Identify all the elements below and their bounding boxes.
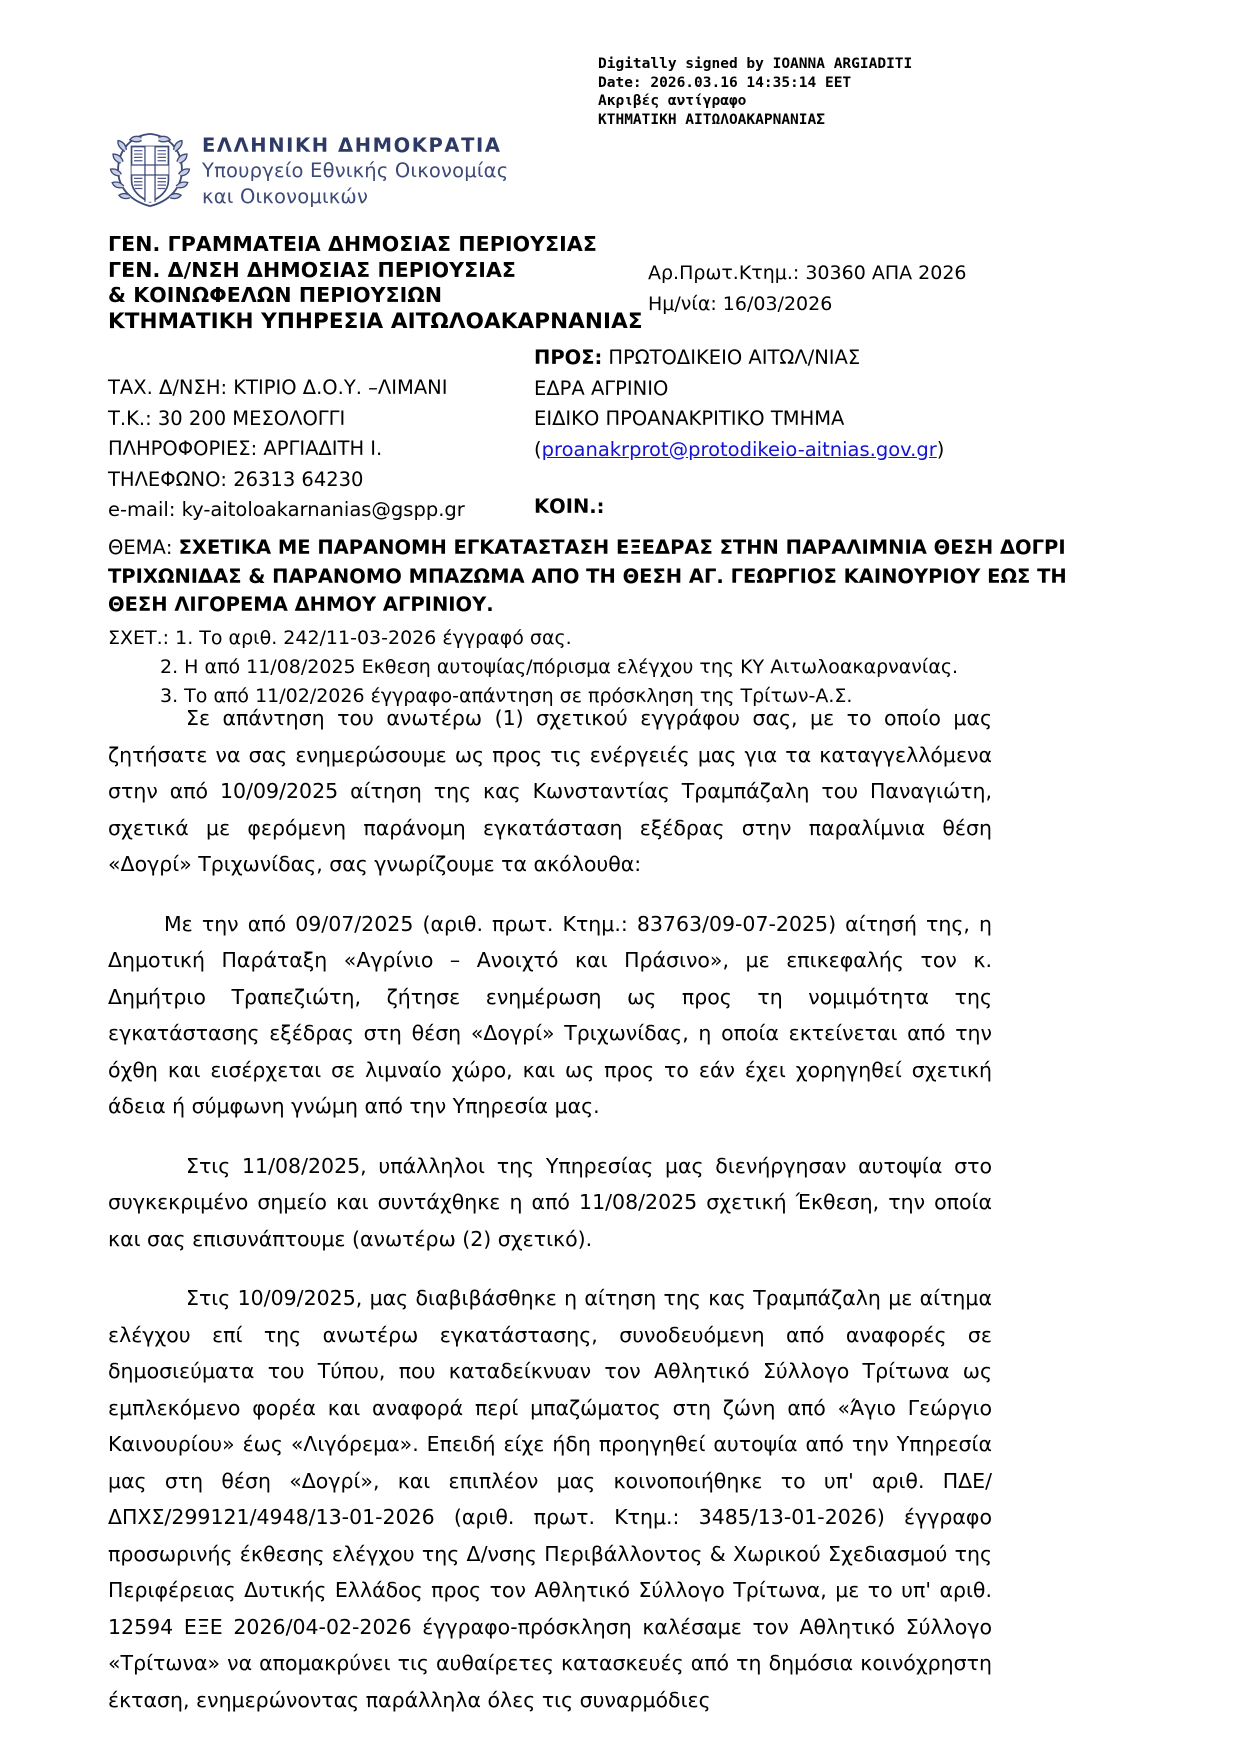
references-block [108, 624, 1098, 711]
dept-line-3: & ΚΟΙΝΩΦΕΛΩΝ ΠΕΡΙΟΥΣΙΩΝ [108, 283, 443, 307]
address-postcode: Τ.Κ.: 30 200 ΜΕΣΟΛΟΓΓΙ [108, 406, 346, 430]
recipient-court: ΠΡΩΤΟΔΙΚΕΙΟ ΑΙΤΩΛ/ΝΙΑΣ [608, 346, 861, 369]
recipient-block [534, 343, 944, 465]
protocol-number: Αρ.Πρωτ.Κτημ.: 30360 ΑΠΑ 2026 [648, 262, 967, 284]
recipient-seat: ΕΔΡΑ ΑΓΡΙΝΙΟ [534, 376, 669, 400]
signature-signed-by: Digitally signed by IOANNA ARGIADITI [598, 56, 913, 72]
koin-label: ΚΟΙΝ.: [534, 495, 605, 518]
hellenic-republic-label: ΕΛΛΗΝΙΚΗ ΔΗΜΟΚΡΑΤΙΑ [202, 134, 502, 157]
pros-label: ΠΡΟΣ: [534, 346, 603, 369]
recipient-department: ΕΙΔΙΚΟ ΠΡΟΑΝΑΚΡΙΤΙΚΟ ΤΜΗΜΑ [534, 407, 845, 430]
address-contact-person: ΠΛΗΡΟΦΟΡΙΕΣ: ΑΡΓΙΑΔΙΤΗ Ι. [108, 437, 383, 460]
address-street: ΤΑΧ. Δ/ΝΣΗ: ΚΤΙΡΙΟ Δ.Ο.Υ. –ΛΙΜΑΝΙ [108, 376, 448, 399]
digital-signature-block [598, 55, 912, 129]
address-phone: ΤΗΛΕΦΩΝΟ: 26313 64230 [108, 467, 364, 491]
subject-block [108, 534, 1094, 620]
address-email: e-mail: ky-aitoloakarnanias@gspp.gr [108, 498, 465, 521]
signature-copy-note: Ακριβές αντίγραφο [598, 93, 747, 109]
signature-authority: ΚΤΗΜΑΤΙΚΗ ΑΙΤΩΛΟΑΚΑΡΝΑΝΙΑΣ [598, 111, 825, 128]
signature-date: Date: 2026.03.16 14:35:14 EET [598, 74, 852, 91]
letterhead [108, 128, 508, 212]
ministry-name-line2: και Οικονομικών [202, 185, 369, 208]
reference-item-3: 3. Το από 11/02/2026 έγγραφο-απάντηση σε πρόσκληση της Τρίτων-Α.Σ. [160, 685, 853, 707]
body-paragraph-2: Με την από 09/07/2025 (αριθ. πρωτ. Κτημ.: 83763/09-07-2025) αίτησή της, η Δημοτική Παράταξη «Αγρίνιο – Ανοιχτό και Πράσινο», με επικεφαλής τον κ. Δημήτριο Τραπεζιώτη, ζήτησε ενημέρωση ως προς τη νομιμότητα της εγκατάστασης εξέδρας στη θέση «Δογρί» Τριχωνίδας, η οποία εκτείνεται από την όχθη και εισέρχεται σε λιμναίο χώρο, και ως προς το εάν έχει χορηγηθεί σχετική άδεια ή σύμφωνη γνώμη από την Υπηρεσία μας. [108, 911, 992, 1118]
dept-line-4: ΚΤΗΜΑΤΙΚΗ ΥΠΗΡΕΣΙΑ ΑΙΤΩΛΟΑΚΑΡΝΑΝΙΑΣ [108, 308, 643, 334]
dept-line-1: ΓΕΝ. ΓΡΑΜΜΑΤΕΙΑ ΔΗΜΟΣΙΑΣ ΠΕΡΙΟΥΣΙΑΣ [108, 232, 597, 256]
ministry-name-line1: Υπουργείο Εθνικής Οικονομίας [202, 159, 509, 182]
body-paragraph-1: Σε απάντηση του ανωτέρω (1) σχετικού εγγράφου σας, με το οποίο μας ζητήσατε να σας ενημερώσουμε ως προς τις ενέργειές μας για τα καταγγελλόμενα στην από 10/09/2025 αίτηση της κας Κωνσταντίας Τραμπάζαλη του Παναγιώτη, σχετικά με φερόμενη παράνομη εγκατάσταση εξέδρας στην παραλίμνια θέση «Δογρί» Τριχωνίδας, σας γνωρίζουμε τα ακόλουθα: [108, 706, 992, 876]
reference-item-1: ΣΧΕΤ.: 1. Το αριθ. 242/11-03-2026 έγγραφό σας. [108, 627, 572, 649]
department-heading [108, 232, 643, 334]
recipient-email-line [534, 435, 944, 466]
protocol-date: Ημ/νία: 16/03/2026 [648, 293, 833, 315]
dept-line-2: ΓΕΝ. Δ/ΝΣΗ ΔΗΜΟΣΙΑΣ ΠΕΡΙΟΥΣΙΑΣ [108, 257, 517, 282]
paren-open: ( [534, 437, 542, 461]
protocol-block [648, 258, 967, 320]
subject-label: ΘΕΜΑ: [108, 536, 179, 559]
document-body [108, 700, 992, 1718]
recipient-email-link[interactable]: proanakrprot@protodikeio-aitnias.gov.gr [541, 437, 937, 461]
body-paragraph-4: Στις 10/09/2025, μας διαβιβάσθηκε η αίτηση της κας Τραμπάζαλη με αίτημα ελέγχου επί της ανωτέρω εγκατάστασης, συνοδευόμενη από αναφορές σε δημοσιεύματα του Τύπου, που καταδείκνυαν τον Αθλητικό Σύλλογο Τρίτωνα ως εμπλεκόμενο φορέα και αναφορά περί μπαζώματος στη ζώνη από «Άγιο Γεώργιο Καινουρίου» έως «Λιγόρεμα». Επειδή είχε ήδη προηγηθεί αυτοψία από την Υπηρεσία μας στη θέση «Δογρί», και επιπλέον μας κοινοποιήθηκε το υπ' αριθ. ΠΔΕ/ΔΠΧΣ/299121/4948/13-01-2026 (αριθ. πρωτ. Κτημ.: 3485/13-01-2026) έγγραφο προσωρινής έκθεσης ελέγχου της Δ/νσης Περιβάλλοντος & Χωρικού Σχεδιασμού της Περιφέρειας Δυτικής Ελλάδος προς τον Αθλητικό Σύλλογο Τρίτωνα, με το υπ' αριθ. 12594 ΕΞΕ 2026/04-02-2026 έγγραφο-πρόσκληση καλέσαμε τον Αθλητικό Σύλλογο «Τρίτωνα» να απομακρύνει τις αυθαίρετες κατασκευές από τη δημόσια κοινόχρηστη έκταση, ενημερώνοντας παράλληλα όλες τις συναρμόδιες [108, 1286, 992, 1712]
reference-item-2: 2. Η από 11/08/2025 Εκθεση αυτοψίας/πόρισμα ελέγχου της ΚΥ Αιτωλοακαρνανίας. [160, 656, 959, 678]
paren-close: ) [936, 437, 945, 461]
body-paragraph-3: Στις 11/08/2025, υπάλληλοι της Υπηρεσίας μας διενήργησαν αυτοψία στο συγκεκριμένο σημείο και συντάχθηκε η από 11/08/2025 σχετική Έκθεση, την οποία και σας επισυνάπτουμε (ανωτέρω (2) σχετικό). [108, 1153, 992, 1251]
ministry-titles [202, 128, 508, 210]
subject-text: ΣΧΕΤΙΚΑ ΜΕ ΠΑΡΑΝΟΜΗ ΕΓΚΑΤΑΣΤΑΣΗ ΕΞΕΔΡΑΣ ΣΤΗΝ ΠΑΡΑΛΙΜΝΙΑ ΘΕΣΗ ΔΟΓΡΙ ΤΡΙΧΩΝΙΔΑΣ & ΠΑΡΑΝΟΜΟ ΜΠΑΖΩΜΑ ΑΠΟ ΤΗ ΘΕΣΗ ΑΓ. ΓΕΩΡΓΙΟΣ ΚΑΙΝΟΥΡΙΟΥ ΕΩΣ ΤΗ ΘΕΣΗ ΛΙΓΟΡΕΜΑ ΔΗΜΟΥ ΑΓΡΙΝΙΟΥ. [108, 536, 1067, 616]
recipient-line-court [534, 343, 944, 374]
sender-address-block [108, 373, 465, 526]
greek-coat-of-arms-icon [108, 128, 192, 212]
